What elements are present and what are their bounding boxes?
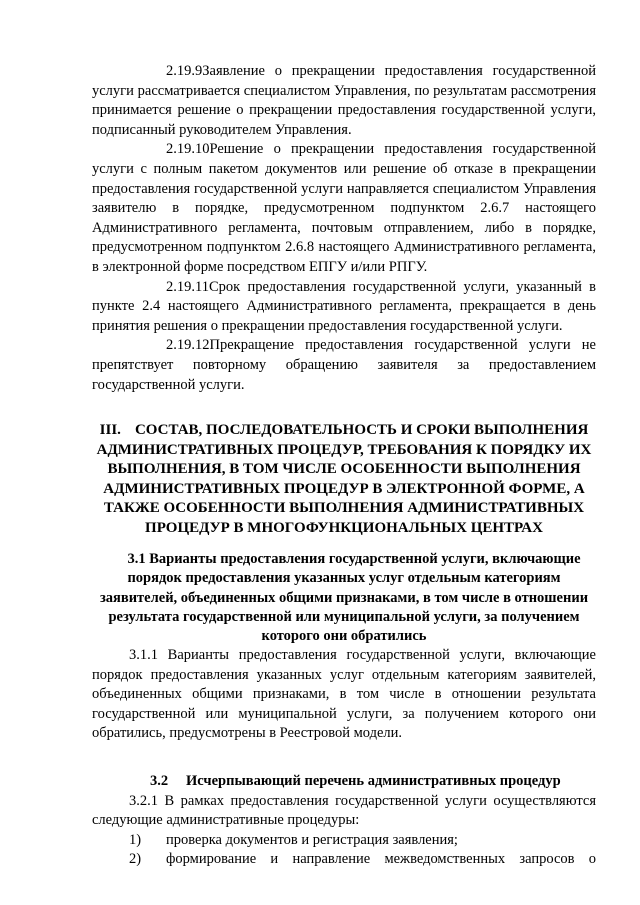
subsection-title-text: Исчерпывающий перечень административных процедур [186, 773, 561, 790]
list-item [92, 831, 596, 851]
subsection-3-1-title [92, 550, 596, 646]
paragraph-text: Заявление о прекращении предоставления государственной услуги рассматривается специалистом Управления, по результатам рассмотрения принимается решение о прекращении предоставления государственной услуги, подписанный руководителем Управления. [92, 63, 596, 138]
paragraph-number: 2.19.12 [166, 337, 210, 354]
document-page [92, 62, 596, 870]
paragraph-2-19-10 [92, 140, 596, 277]
paragraph-2-19-12 [92, 336, 596, 395]
list-item [92, 850, 596, 870]
paragraph-text: Срок предоставления государственной услуги, указанный в пункте 2.4 настоящего Административного регламента, прекращается в день принятия решения о прекращении предоставления государственной услуги. [92, 278, 596, 334]
paragraph-2-19-9 [92, 62, 596, 140]
paragraph-text: Решение о прекращении предоставления государственной услуги с полным пакетом документов или решение об отказе в прекращении предоставления государственной услуги направляется специалистом Управления заявителю в порядке, предусмотренном подпунктом 2.6.7 настоящего Административного регламента, почтовым отправлением, либо в порядке, предусмотренном подпунктом 2.6.8 настоящего Административного регламента, в электронной форме посредством ЕПГУ и/или РПГУ. [92, 141, 596, 275]
paragraph-3-2-1: 3.2.1 В рамках предоставления государственной услуги осуществляются следующие административные процедуры: [92, 792, 596, 829]
paragraph-number: 2.19.10 [166, 141, 210, 158]
section-title-text: СОСТАВ, ПОСЛЕДОВАТЕЛЬНОСТЬ И СРОКИ ВЫПОЛНЕНИЯ АДМИНИСТРАТИВНЫХ ПРОЦЕДУР, ТРЕБОВАНИЯ К ПОРЯДКУ ИХ ВЫПОЛНЕНИЯ, В ТОМ ЧИСЛЕ ОСОБЕННОСТИ ВЫПОЛНЕНИЯ АДМИНИСТРАТИВНЫХ ПРОЦЕДУР В ЭЛЕКТРОННОЙ ФОРМЕ, А ТАКЖЕ ОСОБЕННОСТИ ВЫПОЛНЕНИЯ АДМИНИСТРАТИВНЫХ ПРОЦЕДУР В МНОГОФУНКЦИОНАЛЬНЫХ ЦЕНТРАХ [96, 422, 592, 536]
list-item-text: формирование и направление межведомственных запросов о [166, 851, 596, 868]
paragraph-number: 2.19.9 [166, 63, 203, 79]
list-item-number: 1) [129, 831, 142, 848]
section-roman-number: III. [99, 422, 121, 439]
subsection-title-text: 3.1 Варианты предоставления государственной услуги, включающие порядок предоставления указанных услуг отдельным категориям заявителей, объединенных общими признаками, в том числе в отношении результата государственной или муниципальной услуги, за получением которого они обратились [99, 551, 589, 644]
paragraph-number: 2.19.11 [166, 278, 209, 295]
list-item-number: 2) [129, 851, 142, 868]
section-3-title [92, 421, 596, 538]
paragraph-text: Прекращение предоставления государственной услуги не препятствует повторному обращению заявителя за предоставлением государственной услуги. [92, 337, 596, 393]
paragraph-2-19-11 [92, 278, 596, 337]
subsection-3-2-title [92, 772, 596, 792]
paragraph-3-1-1: 3.1.1 Варианты предоставления государственной услуги, включающие порядок предоставления указанных услуг отдельным категориям заявителей, объединенных общими признаками, в том числе в отношении результата государственной или муниципальной услуги, за получением которого они обратились, предусмотрены в Реестровой модели. [92, 647, 596, 742]
subsection-number: 3.2 [150, 773, 169, 790]
list-item-text: проверка документов и регистрация заявления; [166, 831, 458, 848]
